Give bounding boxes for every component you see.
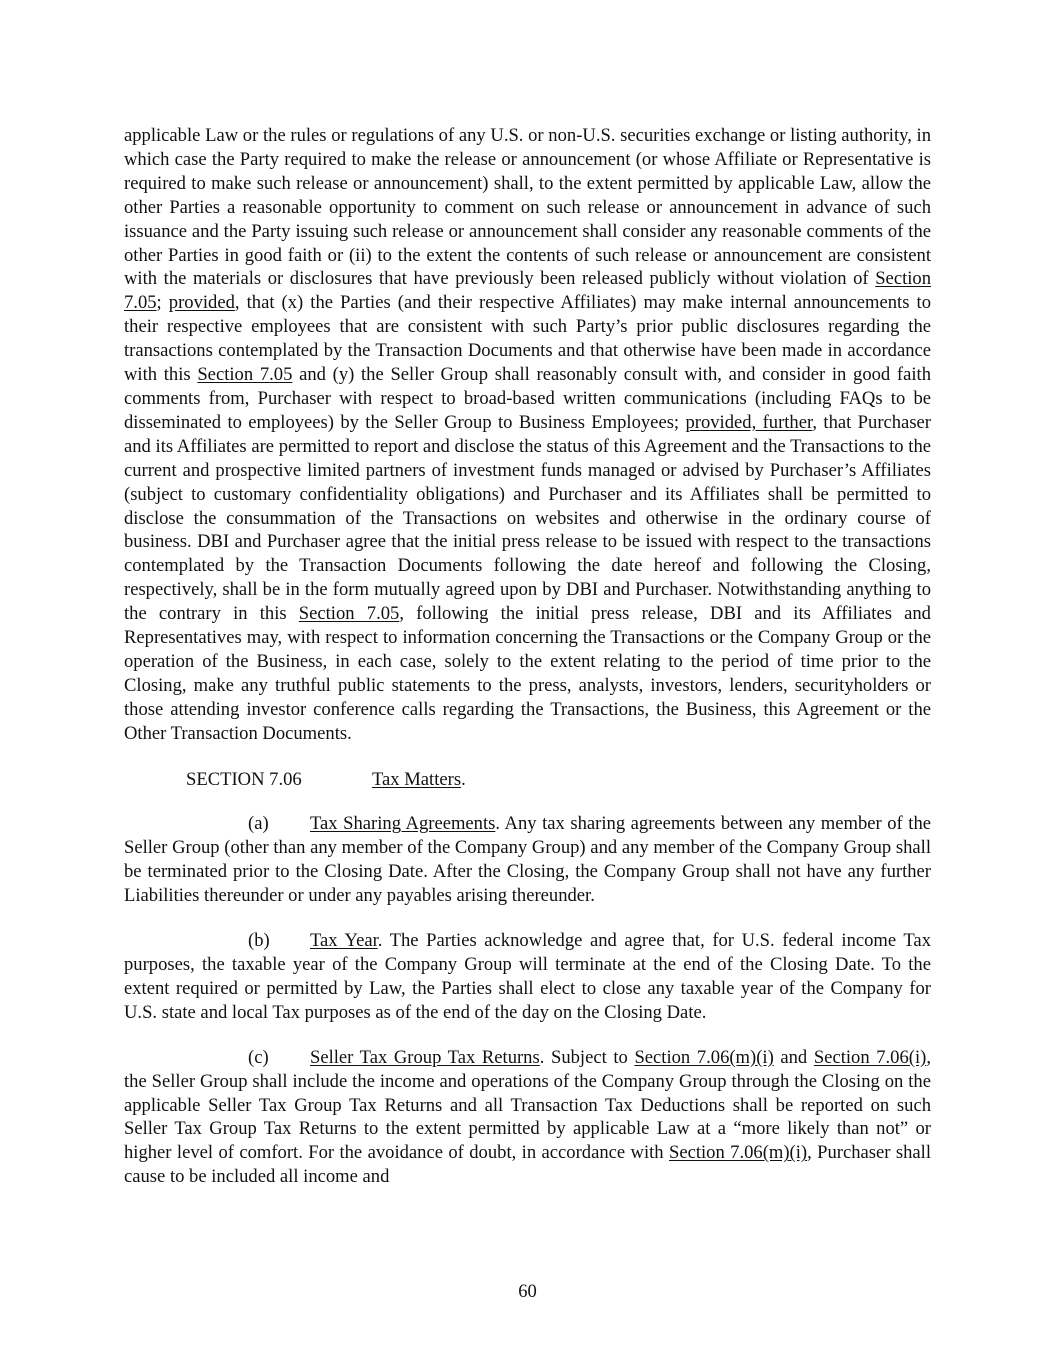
subsection-label: (b)	[248, 930, 270, 952]
subsection-label: (c)	[248, 1046, 269, 1068]
section-title: Tax Matters	[372, 768, 462, 790]
section-heading: SECTION 7.06 Tax Matters.	[186, 768, 466, 790]
subsection-b: (b) Tax Year. The Parties acknowledge and agree that, for U.S. federal income Tax purposes, the taxable year of the Company Group will terminate at the end of the Closing Date. To the extent required or permitted by Law, the Parties shall elect to close any taxable year of the Company for U.S. state and local Tax purposes as of the end of the day on the Closing Date.	[124, 930, 931, 1023]
page-number: 60	[518, 1281, 537, 1302]
section-reference: Section 7.06(m)(i)	[668, 1142, 808, 1164]
subsection-title: Seller Tax Group Tax Returns	[310, 1046, 540, 1068]
section-number: SECTION 7.06	[186, 768, 302, 790]
paragraph-public-announcements: applicable Law or the rules or regulations of any U.S. or non-U.S. securities exchange or listing authority, in which case the Party required to make the release or announcement (or whose Affiliate or Representative is required to make such release or announcement) shall, to the extent permitted by applicable Law, allow the other Parties a reasonable opportunity to comment on such release or announcement in advance of such issuance and the Party issuing such release or announcement shall consider any reasonable comments of the other Parties in good faith or (ii) to the extent the contents of such release or announcement are consistent with the materials or disclosures that have previously been released publicly without violation of Section 7.05; provided, that (x) the Parties (and their respective Affiliates) may make internal announcements to their respective employees that are consistent with such Party’s prior public disclosures regarding the transactions contemplated by the Transaction Documents and that otherwise have been made in accordance with this Section 7.05 and (y) the Seller Group shall reasonably consult with, and consider in good faith comments from, Purchaser with respect to broad-based written communications (including FAQs to be disseminated to employees) by the Seller Group to Business Employees; provided, further, that Purchaser and its Affiliates are permitted to report and disclose the status of this Agreement and the Transactions to the current and prospective limited partners of investment funds managed or advised by Purchaser’s Affiliates (subject to customary confidentiality obligations) and Purchaser and its Affiliates shall be permitted to disclose the consummation of the Transactions on websites and otherwise in the ordinary course of business. DBI and Purchaser agree that the initial press release to be issued with respect to the transactions contemplated by the Transaction Documents following the date hereof and following the Closing, respectively, shall be in the form mutually agreed upon by DBI and Purchaser. Notwithstanding anything to the contrary in this Section 7.05, following the initial press release, DBI and its Affiliates and Representatives may, with respect to information concerning the Transactions or the Company Group or the operation of the Business, in each case, solely to the extent relating to the period of time prior to the Closing, make any truthful public statements to the press, analysts, investors, lenders, securityholders or those attending investor conference calls regarding the Transactions, the Business, this Agreement or the Other Transaction Documents.	[124, 125, 932, 744]
proviso-term: provided	[168, 292, 235, 314]
section-reference: Section 7.05	[298, 603, 400, 625]
section-reference: Section 7.06(i)	[813, 1046, 927, 1068]
subsection-c: (c) Seller Tax Group Tax Returns. Subject to Section 7.06(m)(i) and Section 7.06(i), the Seller Group shall include the income and operations of the Company Group through the Closing on the applicable Seller Tax Group Tax Returns and all Transaction Tax Deductions shall be reported on such Seller Tax Group Tax Returns to the extent permitted by applicable Law at a “more likely than not” or higher level of comfort. For the avoidance of doubt, in accordance with Section 7.06(m)(i), Purchaser shall cause to be included all income and	[124, 1046, 931, 1188]
proviso-term: provided, further	[685, 411, 813, 433]
subsection-title: Tax Year	[310, 930, 378, 952]
document-page	[124, 124, 931, 1189]
subsection-a: (a) Tax Sharing Agreements. Any tax sharing agreements between any member of the Seller Group (other than any member of the Company Group) and any member of the Company Group shall be terminated prior to the Closing Date. After the Closing, the Company Group shall not have any further Liabilities thereunder or under any payables arising thereunder.	[124, 813, 932, 907]
section-reference: Section 7.06(m)(i)	[634, 1046, 774, 1068]
subsection-title: Tax Sharing Agreements	[310, 813, 496, 835]
subsection-label: (a)	[248, 813, 269, 835]
section-reference: Section 7.05	[197, 364, 293, 386]
section-reference: Section 7.05	[124, 268, 931, 314]
